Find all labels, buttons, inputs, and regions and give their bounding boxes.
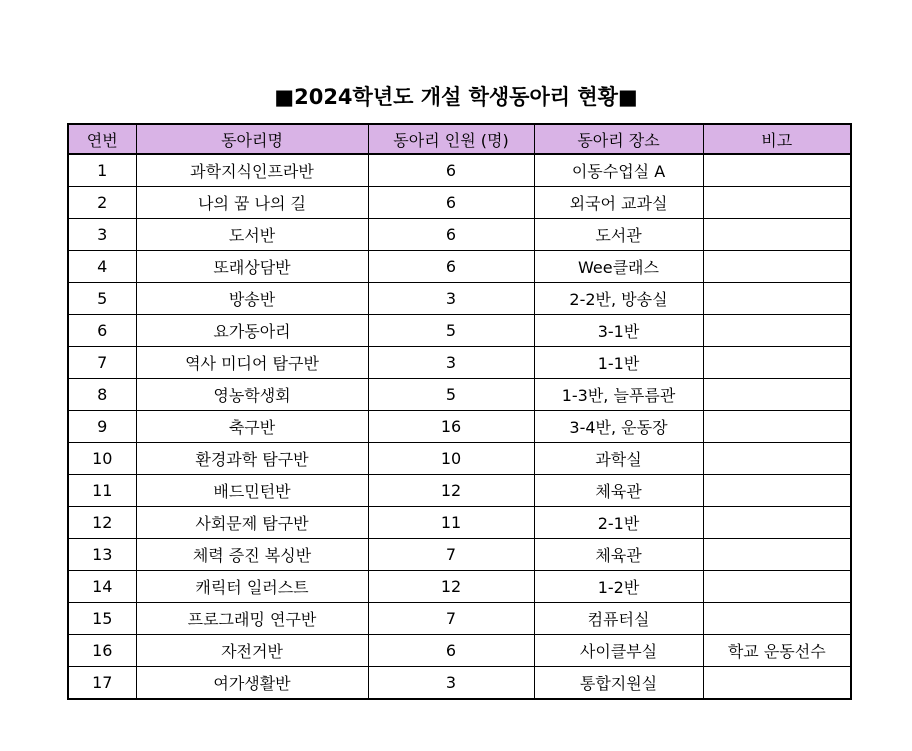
table-row	[68, 443, 851, 475]
cell-member-count: 3	[368, 667, 534, 700]
table-row	[68, 475, 851, 507]
cell-remarks	[703, 283, 851, 315]
header-row	[68, 124, 851, 154]
cell-remarks	[703, 411, 851, 443]
cell-location: 3-1반	[534, 315, 703, 347]
table-row	[68, 507, 851, 539]
cell-location: 3-4반, 운동장	[534, 411, 703, 443]
cell-number: 6	[68, 315, 136, 347]
cell-club-name: 요가동아리	[136, 315, 368, 347]
cell-number: 9	[68, 411, 136, 443]
table-body	[68, 154, 851, 699]
cell-member-count: 12	[368, 571, 534, 603]
cell-remarks: 학교 운동선수	[703, 635, 851, 667]
table-row	[68, 603, 851, 635]
cell-remarks	[703, 347, 851, 379]
cell-club-name: 자전거반	[136, 635, 368, 667]
cell-member-count: 5	[368, 379, 534, 411]
cell-member-count: 6	[368, 219, 534, 251]
table-header	[68, 124, 851, 154]
header-location: 동아리 장소	[534, 124, 703, 154]
cell-remarks	[703, 187, 851, 219]
table-row	[68, 379, 851, 411]
cell-number: 16	[68, 635, 136, 667]
cell-number: 15	[68, 603, 136, 635]
cell-member-count: 3	[368, 283, 534, 315]
table-row	[68, 283, 851, 315]
cell-location: 과학실	[534, 443, 703, 475]
cell-remarks	[703, 603, 851, 635]
cell-number: 11	[68, 475, 136, 507]
cell-club-name: 사회문제 탐구반	[136, 507, 368, 539]
cell-member-count: 7	[368, 539, 534, 571]
table-row	[68, 187, 851, 219]
cell-member-count: 3	[368, 347, 534, 379]
cell-club-name: 체력 증진 복싱반	[136, 539, 368, 571]
cell-location: 체육관	[534, 539, 703, 571]
cell-number: 13	[68, 539, 136, 571]
cell-member-count: 5	[368, 315, 534, 347]
cell-location: 1-1반	[534, 347, 703, 379]
cell-remarks	[703, 379, 851, 411]
table-row	[68, 571, 851, 603]
cell-remarks	[703, 571, 851, 603]
table-row	[68, 251, 851, 283]
cell-remarks	[703, 219, 851, 251]
table-row	[68, 635, 851, 667]
cell-club-name: 과학지식인프라반	[136, 154, 368, 187]
club-table	[67, 123, 852, 700]
cell-location: 1-3반, 늘푸름관	[534, 379, 703, 411]
cell-member-count: 10	[368, 443, 534, 475]
cell-location: 통합지원실	[534, 667, 703, 700]
cell-remarks	[703, 251, 851, 283]
cell-location: 2-2반, 방송실	[534, 283, 703, 315]
cell-remarks	[703, 315, 851, 347]
header-number: 연번	[68, 124, 136, 154]
header-club-name: 동아리명	[136, 124, 368, 154]
cell-member-count: 6	[368, 154, 534, 187]
cell-number: 3	[68, 219, 136, 251]
cell-location: 체육관	[534, 475, 703, 507]
cell-remarks	[703, 667, 851, 700]
cell-club-name: 역사 미디어 탐구반	[136, 347, 368, 379]
cell-club-name: 방송반	[136, 283, 368, 315]
cell-location: 1-2반	[534, 571, 703, 603]
cell-club-name: 배드민턴반	[136, 475, 368, 507]
cell-club-name: 도서반	[136, 219, 368, 251]
cell-club-name: 프로그래밍 연구반	[136, 603, 368, 635]
cell-member-count: 7	[368, 603, 534, 635]
cell-location: 외국어 교과실	[534, 187, 703, 219]
cell-club-name: 환경과학 탐구반	[136, 443, 368, 475]
cell-member-count: 11	[368, 507, 534, 539]
cell-remarks	[703, 154, 851, 187]
cell-member-count: 6	[368, 187, 534, 219]
page-title: ■2024학년도 개설 학생동아리 현황■	[274, 85, 638, 109]
cell-number: 8	[68, 379, 136, 411]
cell-remarks	[703, 475, 851, 507]
cell-remarks	[703, 443, 851, 475]
cell-number: 1	[68, 154, 136, 187]
cell-member-count: 16	[368, 411, 534, 443]
cell-location: 사이클부실	[534, 635, 703, 667]
cell-number: 10	[68, 443, 136, 475]
cell-number: 2	[68, 187, 136, 219]
cell-club-name: 캐릭터 일러스트	[136, 571, 368, 603]
table-row	[68, 219, 851, 251]
cell-remarks	[703, 507, 851, 539]
cell-club-name: 축구반	[136, 411, 368, 443]
cell-number: 4	[68, 251, 136, 283]
cell-location: 이동수업실 A	[534, 154, 703, 187]
cell-location: 2-1반	[534, 507, 703, 539]
cell-remarks	[703, 539, 851, 571]
table-row	[68, 315, 851, 347]
table-row	[68, 667, 851, 700]
cell-member-count: 6	[368, 251, 534, 283]
cell-number: 5	[68, 283, 136, 315]
cell-club-name: 여가생활반	[136, 667, 368, 700]
cell-member-count: 6	[368, 635, 534, 667]
table-row	[68, 154, 851, 187]
header-remarks: 비고	[703, 124, 851, 154]
table-row	[68, 411, 851, 443]
cell-club-name: 또래상담반	[136, 251, 368, 283]
cell-number: 7	[68, 347, 136, 379]
table-row	[68, 539, 851, 571]
cell-location: 도서관	[534, 219, 703, 251]
cell-number: 12	[68, 507, 136, 539]
table-row	[68, 347, 851, 379]
cell-club-name: 나의 꿈 나의 길	[136, 187, 368, 219]
header-member-count: 동아리 인원 (명)	[368, 124, 534, 154]
cell-number: 17	[68, 667, 136, 700]
cell-club-name: 영농학생회	[136, 379, 368, 411]
cell-number: 14	[68, 571, 136, 603]
cell-location: Wee클래스	[534, 251, 703, 283]
cell-location: 컴퓨터실	[534, 603, 703, 635]
cell-member-count: 12	[368, 475, 534, 507]
